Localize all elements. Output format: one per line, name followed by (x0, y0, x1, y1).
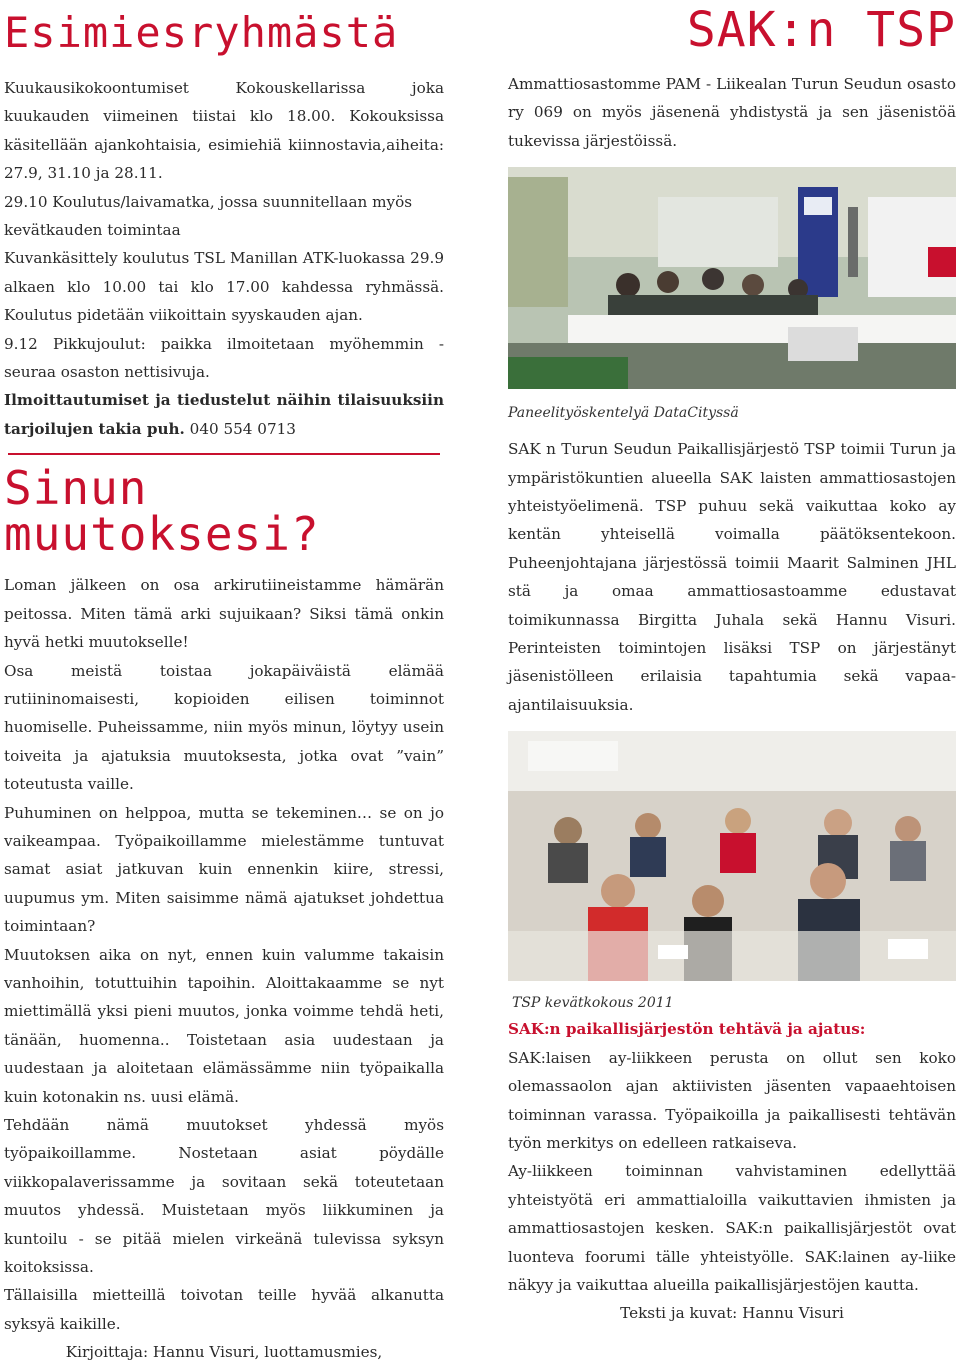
article-paragraph: Tällaisilla mietteillä toivotan teille hyvää alkanutta syksyä kaikille. (4, 1286, 444, 1333)
intro-paragraph: Kuukausikokoontumiset Kokouskellarissa joka kuukauden viimeinen tiistai klo 18.00. Kokouksissa käsitellään ajankohtaisia, esimiehiä kiinnostavia,aiheita: 27.9, 31.10 ja 28.11. (4, 79, 444, 183)
intro-paragraph: Kuvankäsittely koulutus TSL Manillan ATK-luokassa 29.9 alkaen klo 10.00 tai klo 17.00 kahdessa ryhmässä. Koulutus pidetään viikoittain syyskauden ajan. (4, 249, 444, 325)
tsp-task-paragraph: SAK:laisen ay-liikkeen perusta on ollut sen koko olemassaolon ajan aktiivisten jäsenten vapaaehtoisen toiminnan varassa. Työpaikoilla ja paikallisesti tehtävän työn merkitys on edelleen ratkaiseva. (508, 1048, 956, 1152)
signup-paragraph (4, 386, 444, 443)
article-paragraph: Muutoksen aika on nyt, ennen kuin valumme takaisin vanhoihin, totuttuihin tapoihin. Aloittakaamme se nyt miettimällä yksi pieni muutos, jonka voimme tehdä heti, tänään, huomenna.. Toistetaan asia uudestaan ja uudestaan ja aloitetaan elämässämme niin työpaikalla kuin kotonakin ns. uusi elämä. (4, 945, 444, 1106)
section-heading-esimiesryhma: Esimiesryhmästä (4, 8, 399, 57)
intro-paragraph: 29.10 Koulutus/laivamatka, jossa suunnitellaan myös kevätkauden toimintaa (4, 192, 413, 240)
meeting-photo-caption: TSP kevätkokous 2011 (512, 995, 674, 1012)
tsp-body: SAK n Turun Seudun Paikallisjärjestö TSP toimii Turun ja ympäristökuntien alueella SAK laisten ammattiosastojen yhteistyöelimenä. TSP puhuu sekä vaikuttaa koko ay kentän yhteisellä voimalla päätöksentekoon. Puheenjohtajana järjestössä toimii Maarit Salminen JHL stä ja omaa ammattiosastoamme edustavat toimikunnassa Birgitta Juhala sekä Hannu Visuri. Perinteisten toimintojen lisäksi TSP on järjestänyt jäsenistölleen erilaisia tapahtumia sekä vapaa-ajantilaisuuksia. (508, 440, 956, 714)
tsp-subheading: SAK:n paikallisjärjestön tehtävä ja ajatus: (508, 1020, 866, 1039)
signup-text: Ilmoittautumiset ja tiedustelut näihin tilaisuuksiin tarjoilujen takia puh. (4, 391, 444, 438)
signup-phone: 040 554 0713 (189, 419, 296, 438)
meeting-photo-illustration (508, 731, 956, 981)
tsp-credit: Teksti ja kuvat: Hannu Visuri (620, 1304, 844, 1323)
esimies-intro (4, 74, 444, 443)
article-paragraph: Osa meistä toistaa jokapäiväistä elämää rutiininomaisesti, kopioiden eilisen toiminnot huomiselle. Puheissamme, niin myös minun, löytyy usein toiveita ja ajatuksia muutoksesta, jotka ovat ”vain” toteutusta vaille. (4, 661, 444, 794)
tsp-intro: Ammattiosastomme PAM - Liikealan Turun Seudun osasto ry 069 on myös jäsenenä yhdistystä ja sen jäsenistöä tukevissa järjestöissä. (508, 75, 956, 150)
article-author: Kirjoittaja: Hannu Visuri, luottamusmies, (65, 1343, 383, 1362)
panel-photo-caption: Paneelityöskentelyä DataCityssä (508, 405, 739, 422)
article-paragraph: Tehdään nämä muutokset yhdessä myös työpaikoillamme. Nostetaan asiat pöydälle viikkopalaverissamme ja sovitaan sekä toteutetaan muutos yhdessä. Muistetaan myös liikkuminen ja kuntoilu - se pitää mielen virkeänä tulevissa syksyn koitoksissa. (4, 1116, 444, 1277)
section-heading-tsp: SAK:n TSP (686, 2, 956, 58)
intro-paragraph: 9.12 Pikkujoulut: paikka ilmoitetaan myöhemmin - seuraa osaston nettisivuja. (4, 334, 444, 382)
meeting-photo (508, 731, 956, 981)
right-column (508, 0, 956, 1328)
section-heading-muutoksesi: Sinun muutoksesi? (4, 461, 320, 562)
panel-photo-illustration (508, 167, 956, 389)
muutos-article (4, 571, 444, 1366)
left-column (4, 0, 444, 1367)
tsp-task-paragraph: Ay-liikkeen toiminnan vahvistaminen edellyttää yhteistyötä eri ammattialoilla vaikuttavien ihmisten ja ammattiosastojen kesken. SAK:n paikallisjärjestöt ovat luonteva foorumi tälle yhteistyölle. SAK:lainen ay-liike näkyy ja vaikuttaa alueilla paikallisjärjestöjen kautta. (508, 1162, 956, 1294)
article-paragraph: Loman jälkeen on osa arkirutiineistamme hämärän peitossa. Miten tämä arki sujuikaan? Siksi tämä onkin hyvä hetki muutokselle! (4, 576, 444, 652)
divider (8, 453, 440, 455)
panel-photo (508, 167, 956, 389)
article-paragraph: Puhuminen on helppoa, mutta se tekeminen… se on jo vaikeampaa. Työpaikoillamme mielestämme tuntuvat samat asiat jatkuvan kuin ennenkin kiire, stressi, uupumus ym. Miten saisimme nämä ajatukset johdettua toimintaan? (4, 803, 444, 936)
